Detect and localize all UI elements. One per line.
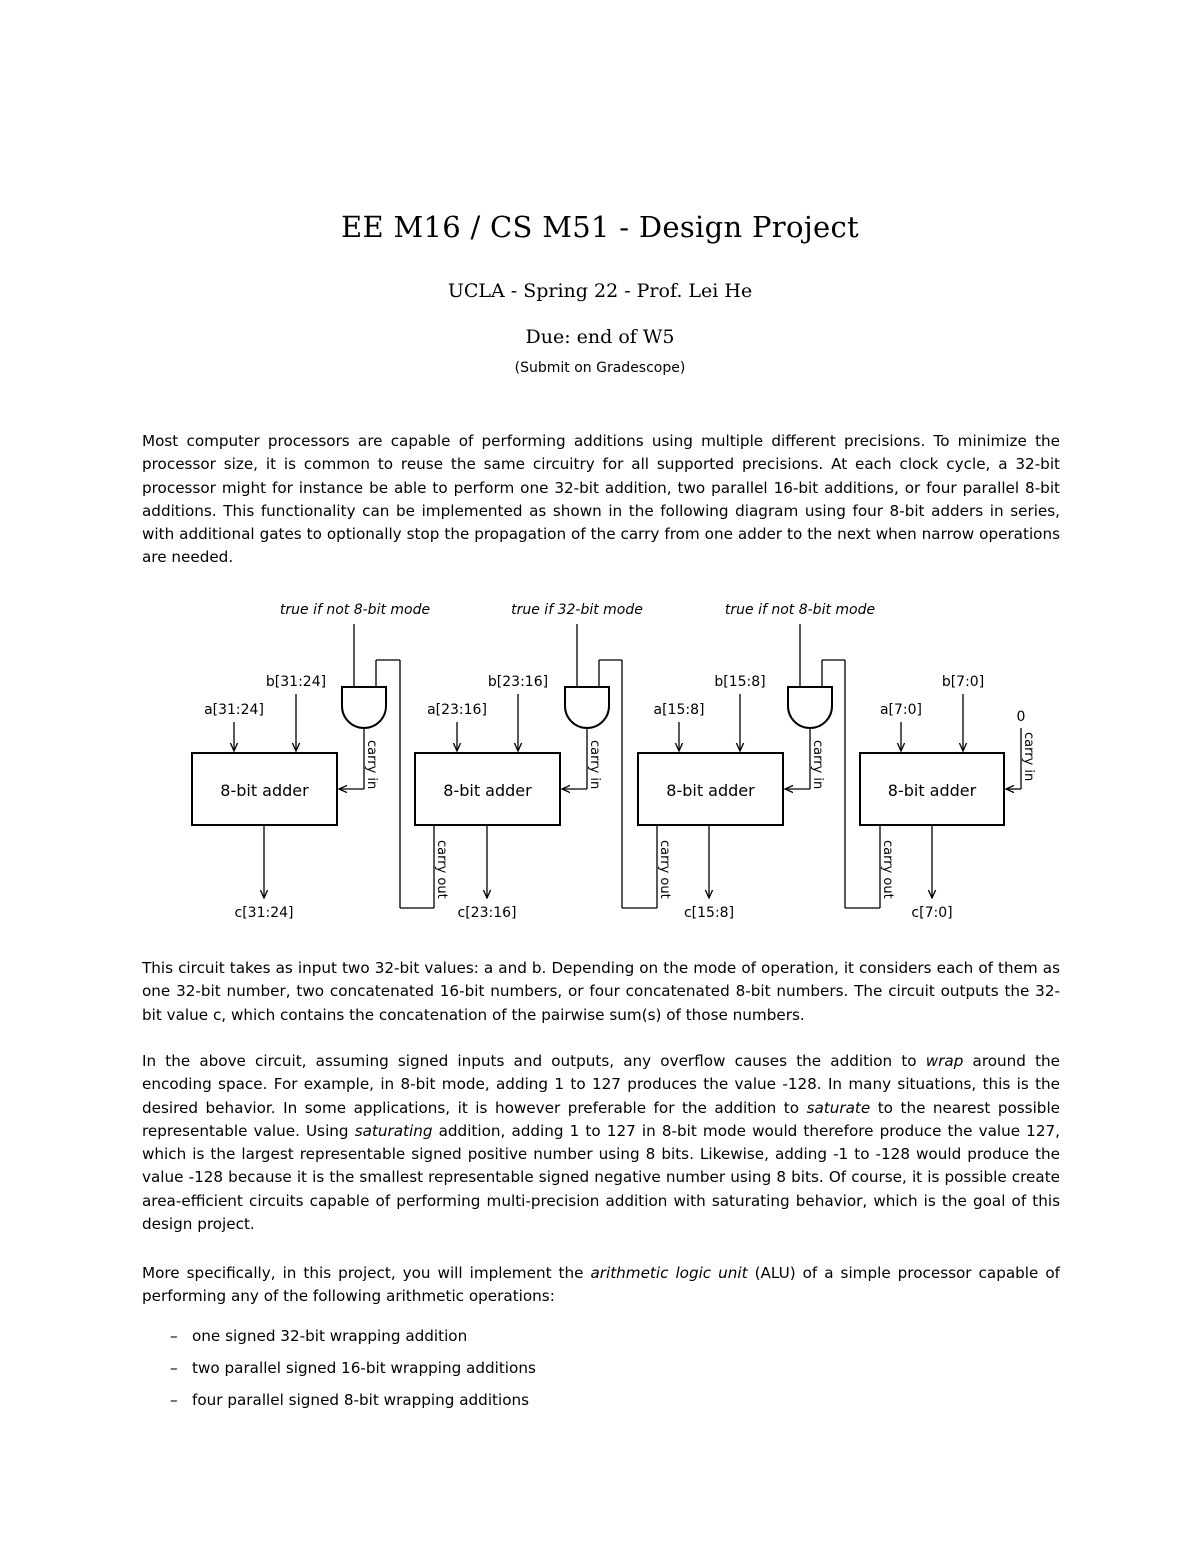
page-title: EE M16 / CS M51 - Design Project [341, 210, 859, 244]
emphasis-saturate: saturate [806, 1098, 871, 1117]
p4-text-a: More specifically, in this project, you will implement the [142, 1264, 591, 1282]
mode-label-1: true if not 8-bit mode [279, 602, 431, 618]
carry-in-label-2: carry in [587, 740, 602, 790]
adder-label-1: 8-bit adder [220, 781, 309, 800]
list-dash: – [170, 1327, 178, 1345]
adder-label-4: 8-bit adder [887, 781, 977, 800]
course-subtitle: UCLA - Spring 22 - Prof. Lei He [447, 280, 753, 302]
output-c-label-1: c[31:24] [234, 905, 294, 921]
adder-label-2: 8-bit adder [443, 781, 532, 800]
input-b-label-2: b[23:16] [487, 674, 549, 690]
carry-out-label-1: carry out [434, 840, 449, 899]
list-item [170, 1357, 536, 1389]
list-item-text: two parallel signed 16-bit wrapping additions [192, 1359, 536, 1377]
circuit-description-paragraph: This circuit takes as input two 32-bit values: a and b. Depending on the mode of operation, it considers each of them as one 32-bit number, two concatenated 16-bit numbers, or four concatenated 8-bit numbers. The circuit outputs the 32-bit value c, which contains the concatenation of the pairwise sum(s) of those numbers. [142, 959, 1060, 1024]
list-dash: – [170, 1359, 178, 1377]
list-item [170, 1389, 536, 1421]
list-item [170, 1325, 536, 1357]
input-a-label-2: a[23:16] [427, 702, 487, 718]
adder-circuit-diagram [0, 590, 1200, 930]
operations-list [170, 1325, 536, 1421]
output-c-label-4: c[7:0] [911, 905, 953, 921]
carry-in-label-4: carry in [1021, 732, 1036, 782]
mode-label-3: true if not 8-bit mode [724, 602, 876, 618]
adder-2-wires [457, 624, 657, 908]
list-dash: – [170, 1391, 178, 1409]
output-c-label-2: c[23:16] [457, 905, 517, 921]
due-date: Due: end of W5 [525, 326, 675, 348]
adder-label-3: 8-bit adder [666, 781, 755, 800]
alu-paragraph [142, 1262, 1060, 1309]
saturation-paragraph [142, 1050, 1060, 1236]
emphasis-alu: arithmetic logic unit [590, 1264, 748, 1282]
input-a-label-3: a[15:8] [653, 702, 705, 718]
carry-in-label-3: carry in [810, 740, 825, 790]
p3-text-a: In the above circuit, assuming signed inputs and outputs, any overflow causes the addition to [142, 1052, 926, 1070]
p3-text-c: to the nearest possible representable value. Using [142, 1098, 1061, 1140]
output-c-label-3: c[15:8] [683, 905, 735, 921]
p3-text-b: around the encoding space. For example, in 8-bit mode, adding 1 to 127 produces the value -128. In many situations, this is the desired behavior. In some applications, it is however preferable for the addition to [142, 1052, 1061, 1117]
adder-3-wires [679, 624, 880, 908]
carry-out-label-2: carry out [657, 840, 672, 899]
input-b-label-1: b[31:24] [265, 674, 327, 690]
mode-label-2: true if 32-bit mode [511, 602, 643, 618]
input-b-label-3: b[15:8] [714, 674, 766, 690]
intro-paragraph: Most computer processors are capable of performing additions using multiple different precisions. To minimize the processor size, it is common to reuse the same circuitry for all supported precisions. At each clock cycle, a 32-bit processor might for instance be able to perform one 32-bit addition, two parallel 16-bit additions, or four parallel 8-bit additions. This functionality can be implemented as shown in the following diagram using four 8-bit adders in series, with additional gates to optionally stop the propagation of the carry from one adder to the next when narrow operations are needed. [142, 432, 1060, 567]
submit-note: (Submit on Gradescope) [514, 360, 686, 376]
p4-text-b: (ALU) of a simple processor capable of performing any of the following arithmetic operations: [142, 1264, 1060, 1306]
input-a-label-4: a[7:0] [879, 702, 923, 718]
p3-text-d: addition, adding 1 to 127 in 8-bit mode would therefore produce the value 127, which is the largest representable signed positive number using 8 bits. Likewise, adding -1 to -128 would produce the value -128 because it is the smallest representable signed negative number using 8 bits. Of course, it is possible create area-efficient circuits capable of performing multi-precision addition with saturating behavior, which is the goal of this design project. [142, 1121, 1060, 1234]
input-b-label-4: b[7:0] [941, 674, 985, 690]
emphasis-saturating: saturating [354, 1121, 433, 1140]
carry-out-label-3: carry out [880, 840, 895, 899]
carry-in-zero-label: 0 [1016, 709, 1026, 725]
list-item-text: four parallel signed 8-bit wrapping additions [192, 1391, 530, 1409]
list-item-text: one signed 32-bit wrapping addition [192, 1327, 468, 1345]
emphasis-wrap: wrap [925, 1052, 964, 1070]
adder-1-wires [234, 624, 434, 908]
carry-in-label-1: carry in [364, 740, 379, 790]
input-a-label-1: a[31:24] [204, 702, 264, 718]
